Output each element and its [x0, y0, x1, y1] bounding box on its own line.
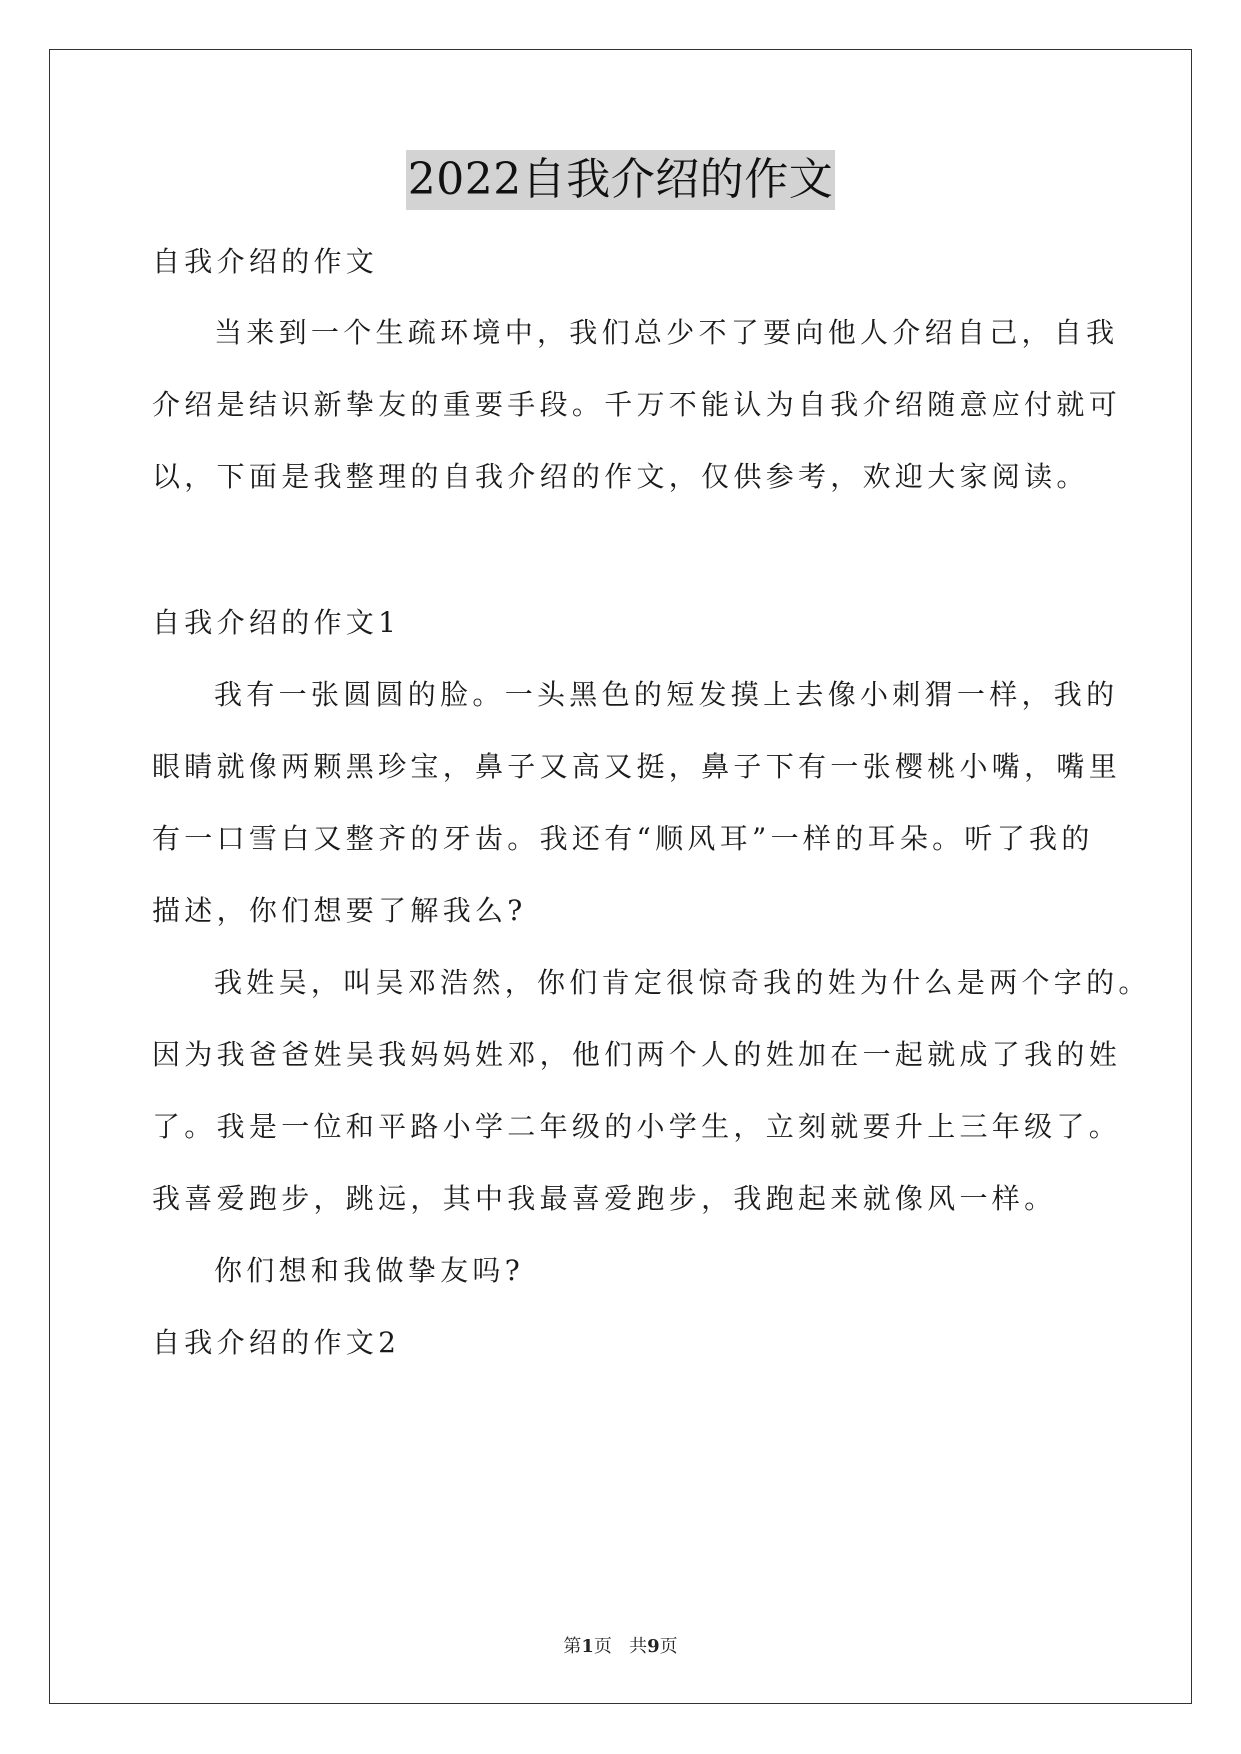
- intro-line-2: 介绍是结识新挚友的重要手段。千万不能认为自我介绍随意应付就可: [152, 388, 1122, 421]
- footer-page-current: 1: [581, 1636, 594, 1657]
- section2-heading: 自我介绍的作文2: [152, 1326, 401, 1359]
- document-title: 2022自我介绍的作文: [406, 150, 835, 210]
- section1-para3-line-1: 你们想和我做挚友吗?: [214, 1254, 525, 1287]
- section1-para1-line-1: 我有一张圆圆的脸。一头黑色的短发摸上去像小刺猬一样，我的: [214, 678, 1119, 711]
- page-border: [49, 49, 1192, 1704]
- title-container: [0, 150, 1241, 210]
- section1-para2-line-3: 了。我是一位和平路小学二年级的小学生，立刻就要升上三年级了。: [152, 1110, 1122, 1143]
- section1-para1-line-2: 眼睛就像两颗黑珍宝，鼻子又高又挺，鼻子下有一张樱桃小嘴，嘴里: [152, 750, 1122, 783]
- section1-para2-line-1: 我姓吴，叫吴邓浩然，你们肯定很惊奇我的姓为什么是两个字的。: [214, 966, 1151, 999]
- section1-para2-line-4: 我喜爱跑步，跳远，其中我最喜爱跑步，我跑起来就像风一样。: [152, 1182, 1057, 1215]
- intro-heading: 自我介绍的作文: [152, 245, 379, 278]
- section1-heading: 自我介绍的作文1: [152, 606, 401, 639]
- intro-line-1: 当来到一个生疏环境中，我们总少不了要向他人介绍自己，自我: [214, 316, 1119, 349]
- footer-page-prefix: 第: [563, 1636, 582, 1657]
- intro-line-3: 以，下面是我整理的自我介绍的作文，仅供参考，欢迎大家阅读。: [152, 460, 1089, 493]
- footer-page-total: 9: [647, 1636, 660, 1657]
- footer-page-mid: 页 共: [593, 1636, 648, 1657]
- section1-para1-line-4: 描述，你们想要了解我么?: [152, 894, 527, 927]
- footer-page-suffix: 页: [659, 1636, 678, 1657]
- section1-para2-line-2: 因为我爸爸姓吴我妈妈姓邓，他们两个人的姓加在一起就成了我的姓: [152, 1038, 1122, 1071]
- section1-para1-line-3: 有一口雪白又整齐的牙齿。我还有“顺风耳”一样的耳朵。听了我的: [152, 822, 1094, 855]
- page-footer: [0, 1632, 1241, 1658]
